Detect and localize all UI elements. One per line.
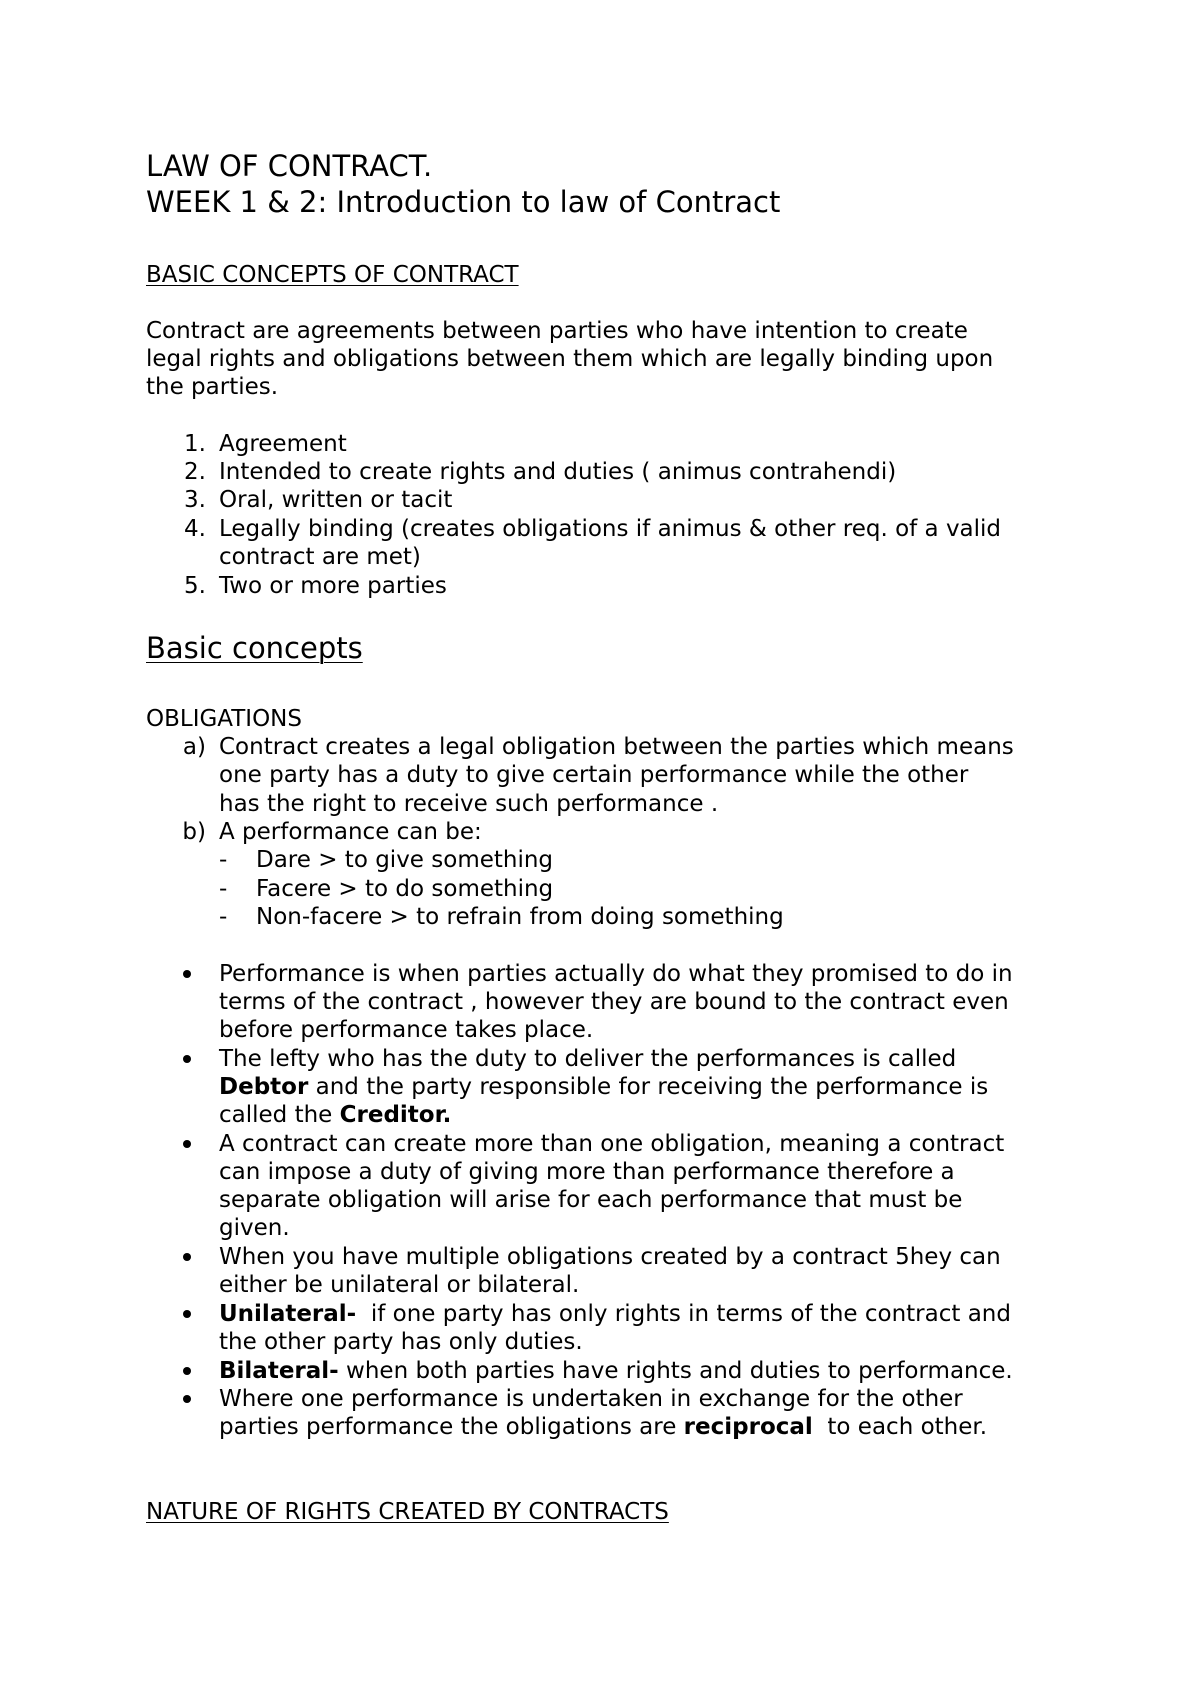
- bullet-item: Performance is when parties actually do what they promised to do in: [219, 961, 1013, 987]
- dash-item: Non-facere > to refrain from doing something: [256, 904, 784, 930]
- section-heading-nature-of-rights: NATURE OF RIGHTS CREATED BY CONTRACTS: [146, 1499, 669, 1525]
- bullet-icon: [183, 1310, 195, 1322]
- list-item: Legally binding (creates obligations if animus & other req. of a valid: [219, 516, 1002, 542]
- list-item-continuation: one party has a duty to give certain performance while the other: [219, 762, 969, 788]
- bullet-item-continuation: [219, 1413, 987, 1441]
- list-item: A performance can be:: [219, 819, 482, 845]
- bullet-item-continuation: [219, 1101, 451, 1129]
- term-reciprocal: reciprocal: [683, 1414, 813, 1440]
- bullet-item-continuation: [219, 1073, 988, 1101]
- list-item: Contract creates a legal obligation between the parties which means: [219, 734, 1014, 760]
- section-heading-basic-concepts: Basic concepts: [146, 631, 363, 665]
- intro-line: the parties.: [146, 374, 279, 400]
- list-number: 2.: [184, 459, 206, 485]
- intro-line: legal rights and obligations between them which are legally binding upon: [146, 346, 994, 372]
- bullet-text: parties performance the obligations are: [219, 1414, 684, 1440]
- intro-line: Contract are agreements between parties who have intention to create: [146, 318, 968, 344]
- bullet-item-continuation: separate obligation will arise for each performance that must be: [219, 1187, 963, 1213]
- term-creditor: Creditor.: [339, 1102, 452, 1128]
- document-subtitle: WEEK 1 & 2: Introduction to law of Contract: [146, 185, 781, 219]
- obligations-label: OBLIGATIONS: [146, 706, 302, 732]
- section-heading-basic-concepts-of-contract: BASIC CONCEPTS OF CONTRACT: [146, 262, 519, 288]
- bullet-item: [219, 1357, 1013, 1385]
- bullet-item: When you have multiple obligations created by a contract 5hey can: [219, 1244, 1001, 1270]
- bullet-text: and the party responsible for receiving the performance is: [308, 1074, 989, 1100]
- bullet-item-continuation: terms of the contract , however they are bound to the contract even: [219, 989, 1009, 1015]
- bullet-text: when both parties have rights and duties to performance.: [338, 1358, 1013, 1384]
- list-item: Two or more parties: [219, 573, 447, 599]
- bullet-item: Where one performance is undertaken in exchange for the other: [219, 1386, 963, 1412]
- term-bilateral: Bilateral-: [219, 1358, 339, 1384]
- list-item: Intended to create rights and duties ( animus contrahendi): [219, 459, 897, 485]
- bullet-item-continuation: given.: [219, 1215, 290, 1241]
- bullet-icon: [183, 1395, 195, 1407]
- list-letter: a): [182, 734, 206, 760]
- term-unilateral: Unilateral-: [219, 1301, 357, 1327]
- list-number: 4.: [184, 516, 206, 542]
- document-title: LAW OF CONTRACT.: [146, 149, 433, 183]
- list-number: 1.: [184, 431, 206, 457]
- dash-item: Facere > to do something: [256, 876, 554, 902]
- dash-marker: -: [219, 847, 228, 873]
- bullet-icon: [183, 1253, 195, 1265]
- bullet-item: A contract can create more than one obligation, meaning a contract: [219, 1131, 1005, 1157]
- bullet-icon: [183, 1055, 195, 1067]
- list-item-continuation: contract are met): [219, 544, 421, 570]
- list-item: Oral, written or tacit: [219, 487, 453, 513]
- bullet-icon: [183, 970, 195, 982]
- term-debtor: Debtor: [219, 1074, 309, 1100]
- list-letter: b): [182, 819, 206, 845]
- bullet-item-continuation: either be unilateral or bilateral.: [219, 1272, 580, 1298]
- dash-marker: -: [219, 876, 228, 902]
- bullet-item-continuation: can impose a duty of giving more than performance therefore a: [219, 1159, 955, 1185]
- list-number: 5.: [184, 573, 206, 599]
- bullet-text: to each other.: [812, 1414, 988, 1440]
- bullet-text: called the: [219, 1102, 340, 1128]
- bullet-icon: [183, 1367, 195, 1379]
- dash-item: Dare > to give something: [256, 847, 554, 873]
- dash-marker: -: [219, 904, 228, 930]
- bullet-icon: [183, 1140, 195, 1152]
- bullet-text: if one party has only rights in terms of the contract and: [356, 1301, 1011, 1327]
- bullet-item: The lefty who has the duty to deliver the performances is called: [219, 1046, 957, 1072]
- list-number: 3.: [184, 487, 206, 513]
- list-item: Agreement: [219, 431, 347, 457]
- bullet-item-continuation: the other party has only duties.: [219, 1329, 583, 1355]
- list-item-continuation: has the right to receive such performance .: [219, 791, 719, 817]
- bullet-item: [219, 1300, 1011, 1328]
- bullet-item-continuation: before performance takes place.: [219, 1017, 594, 1043]
